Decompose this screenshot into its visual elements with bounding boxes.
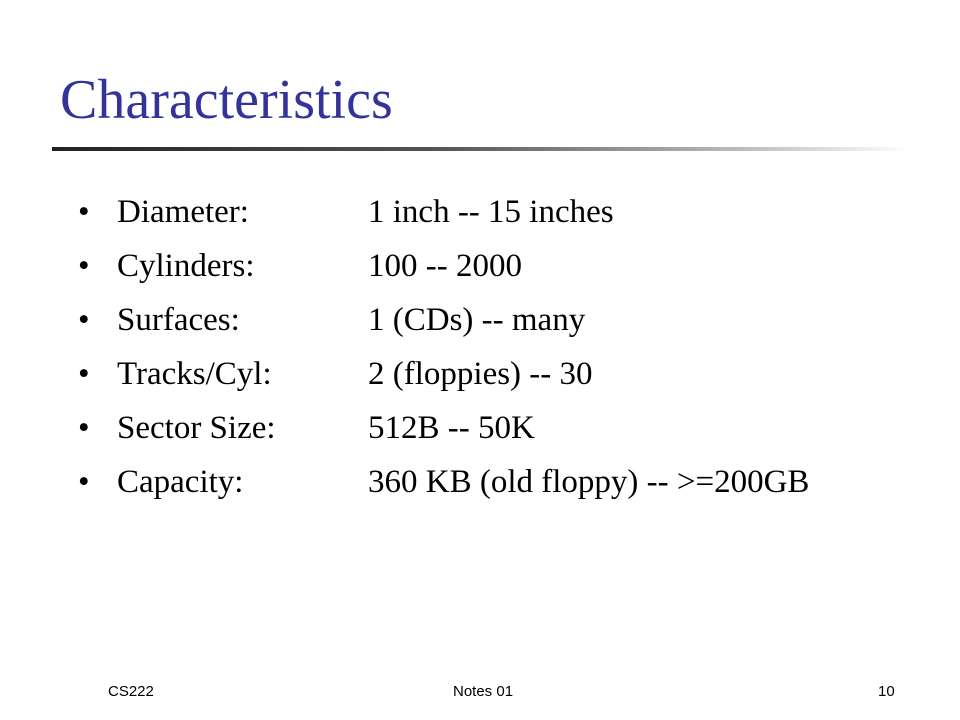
bullet-icon: • bbox=[78, 410, 90, 446]
slide-title: Characteristics bbox=[60, 69, 393, 131]
footer-notes: Notes 01 bbox=[453, 683, 514, 700]
slide-number: 10 bbox=[878, 683, 895, 700]
bullet-label: Tracks/Cyl: bbox=[117, 356, 272, 392]
bullet-icon: • bbox=[78, 356, 90, 392]
bullet-label: Diameter: bbox=[117, 194, 249, 230]
bullet-label: Cylinders: bbox=[117, 248, 255, 284]
bullet-icon: • bbox=[78, 464, 90, 500]
bullet-icon: • bbox=[78, 194, 90, 230]
bullet-label: Sector Size: bbox=[117, 410, 276, 446]
bullet-value: 2 (floppies) -- 30 bbox=[368, 356, 593, 392]
bullet-value: 1 inch -- 15 inches bbox=[368, 194, 614, 230]
bullet-label: Capacity: bbox=[117, 464, 244, 500]
bullet-value: 512B -- 50K bbox=[368, 410, 535, 446]
bullet-icon: • bbox=[78, 248, 90, 284]
bullet-value: 100 -- 2000 bbox=[368, 248, 522, 284]
bullet-icon: • bbox=[78, 302, 90, 338]
title-underline bbox=[52, 147, 912, 151]
bullet-value: 360 KB (old floppy) -- >=200GB bbox=[368, 464, 810, 500]
footer-course: CS222 bbox=[108, 683, 154, 700]
bullet-value: 1 (CDs) -- many bbox=[368, 302, 586, 338]
bullet-label: Surfaces: bbox=[117, 302, 240, 338]
